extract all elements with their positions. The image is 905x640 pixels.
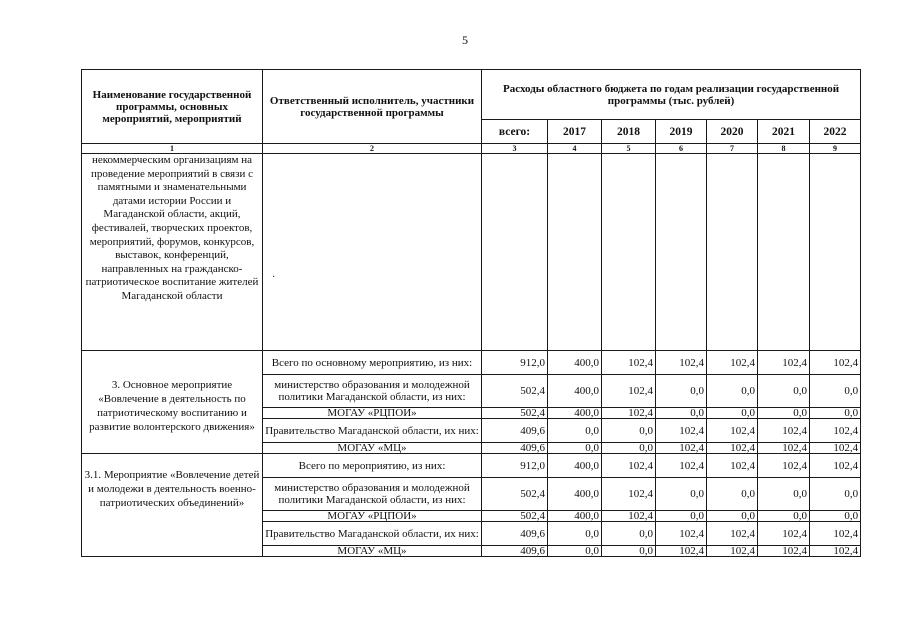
year-value: 400,0: [548, 511, 602, 522]
total-value: 409,6: [482, 419, 548, 443]
budget-table: [81, 69, 861, 557]
year-value: 0,0: [707, 478, 758, 511]
column-number: 6: [656, 144, 707, 154]
year-value: 0,0: [656, 375, 707, 408]
year-value: 0,0: [656, 408, 707, 419]
year-value: 0,0: [758, 478, 810, 511]
year-value: 102,4: [707, 351, 758, 375]
header-name-column: Наименование государственной программы, основных мероприятий, мероприятий: [82, 70, 263, 144]
year-value: 102,4: [602, 454, 656, 478]
year-value: 0,0: [602, 522, 656, 546]
column-number: 1: [82, 144, 263, 154]
year-value: 102,4: [810, 443, 861, 454]
empty-cell: [602, 154, 656, 351]
executor-cell: Всего по основному мероприятию, из них:: [263, 351, 482, 375]
year-value: 0,0: [810, 375, 861, 408]
total-value: 912,0: [482, 454, 548, 478]
year-value: 0,0: [810, 478, 861, 511]
total-value: 502,4: [482, 511, 548, 522]
total-value: 502,4: [482, 408, 548, 419]
empty-cell: [810, 154, 861, 351]
total-value: 409,6: [482, 522, 548, 546]
year-value: 102,4: [656, 454, 707, 478]
column-number: 3: [482, 144, 548, 154]
column-number: 2: [263, 144, 482, 154]
table-row: [82, 351, 861, 375]
header-executor-column: Ответственный исполнитель, участники государственной программы: [263, 70, 482, 144]
empty-cell: [758, 154, 810, 351]
year-value: 0,0: [602, 443, 656, 454]
executor-cell: МОГАУ «РЦПОИ»: [263, 408, 482, 419]
year-value: 0,0: [810, 511, 861, 522]
year-value: 102,4: [602, 478, 656, 511]
year-value: 0,0: [548, 546, 602, 557]
year-value: 0,0: [810, 408, 861, 419]
empty-cell: [548, 154, 602, 351]
year-value: 102,4: [758, 454, 810, 478]
year-value: 400,0: [548, 454, 602, 478]
year-value: 102,4: [810, 454, 861, 478]
year-value: 102,4: [707, 522, 758, 546]
year-value: 102,4: [656, 443, 707, 454]
header-expenses: Расходы областного бюджета по годам реализации государственной программы (тыс. рублей): [482, 70, 861, 120]
year-value: 102,4: [602, 408, 656, 419]
year-value: 0,0: [707, 375, 758, 408]
year-value: 102,4: [656, 351, 707, 375]
stray-dot: ·: [272, 272, 276, 283]
year-value: 0,0: [656, 511, 707, 522]
executor-cell: МОГАУ «МЦ»: [263, 443, 482, 454]
executor-cell: МОГАУ «МЦ»: [263, 546, 482, 557]
year-value: 102,4: [602, 351, 656, 375]
year-value: 0,0: [548, 443, 602, 454]
header-year: 2017: [548, 120, 602, 144]
total-value: 409,6: [482, 546, 548, 557]
year-value: 0,0: [602, 419, 656, 443]
column-number: 7: [707, 144, 758, 154]
header-year: 2021: [758, 120, 810, 144]
year-value: 0,0: [548, 522, 602, 546]
year-value: 102,4: [810, 419, 861, 443]
executor-cell: МОГАУ «РЦПОИ»: [263, 511, 482, 522]
year-value: 102,4: [758, 351, 810, 375]
year-value: 0,0: [707, 408, 758, 419]
empty-cell: [656, 154, 707, 351]
year-value: 102,4: [707, 546, 758, 557]
year-value: 102,4: [758, 419, 810, 443]
header-year: 2019: [656, 120, 707, 144]
year-value: 102,4: [758, 546, 810, 557]
column-number: 5: [602, 144, 656, 154]
header-year: 2022: [810, 120, 861, 144]
measure-name: 3. Основное мероприятие «Вовлечение в деятельность по патриотическому воспитанию и развитие волонтерского движения»: [82, 351, 263, 454]
column-number: 8: [758, 144, 810, 154]
year-value: 102,4: [810, 522, 861, 546]
executor-cell: Правительство Магаданской области, их них:: [263, 419, 482, 443]
year-value: 400,0: [548, 375, 602, 408]
year-value: 0,0: [758, 408, 810, 419]
year-value: 0,0: [656, 478, 707, 511]
year-value: 102,4: [810, 546, 861, 557]
year-value: 102,4: [602, 511, 656, 522]
year-value: 102,4: [602, 375, 656, 408]
year-value: 102,4: [758, 522, 810, 546]
year-value: 0,0: [758, 511, 810, 522]
year-value: 0,0: [548, 419, 602, 443]
header-total: всего:: [482, 120, 548, 144]
year-value: 102,4: [810, 351, 861, 375]
year-value: 0,0: [707, 511, 758, 522]
year-value: 400,0: [548, 408, 602, 419]
executor-cell: Правительство Магаданской области, их них:: [263, 522, 482, 546]
executor-cell: министерство образования и молодежной политики Магаданской области, из них:: [263, 478, 482, 511]
table-row: [82, 454, 861, 478]
empty-cell: [707, 154, 758, 351]
year-value: 102,4: [656, 419, 707, 443]
page-number: 5: [462, 33, 468, 47]
empty-cell: [482, 154, 548, 351]
year-value: 102,4: [707, 443, 758, 454]
column-number: 9: [810, 144, 861, 154]
year-value: 102,4: [707, 419, 758, 443]
executor-cell: Всего по мероприятию, из них:: [263, 454, 482, 478]
year-value: 400,0: [548, 478, 602, 511]
year-value: 102,4: [758, 443, 810, 454]
empty-cell: [263, 154, 482, 351]
year-value: 102,4: [707, 454, 758, 478]
continuation-text: некоммерческим организациям на проведение мероприятий в связи с памятными и знаменательными датами истории России и Магаданской области, акций, фестивалей, творческих проектов, мероприятий, форумов, конкурсов, выставок, конференций, направленных на гражданско-патриотическое воспитание жителей Магаданской области: [82, 154, 263, 351]
header-year: 2018: [602, 120, 656, 144]
total-value: 409,6: [482, 443, 548, 454]
total-value: 502,4: [482, 478, 548, 511]
year-value: 0,0: [758, 375, 810, 408]
total-value: 502,4: [482, 375, 548, 408]
executor-cell: министерство образования и молодежной политики Магаданской области, из них:: [263, 375, 482, 408]
measure-name: 3.1. Мероприятие «Вовлечение детей и молодежи в деятельность военно-патриотических объединений»: [82, 454, 263, 557]
column-number: 4: [548, 144, 602, 154]
year-value: 102,4: [656, 522, 707, 546]
total-value: 912,0: [482, 351, 548, 375]
header-year: 2020: [707, 120, 758, 144]
year-value: 102,4: [656, 546, 707, 557]
year-value: 400,0: [548, 351, 602, 375]
year-value: 0,0: [602, 546, 656, 557]
